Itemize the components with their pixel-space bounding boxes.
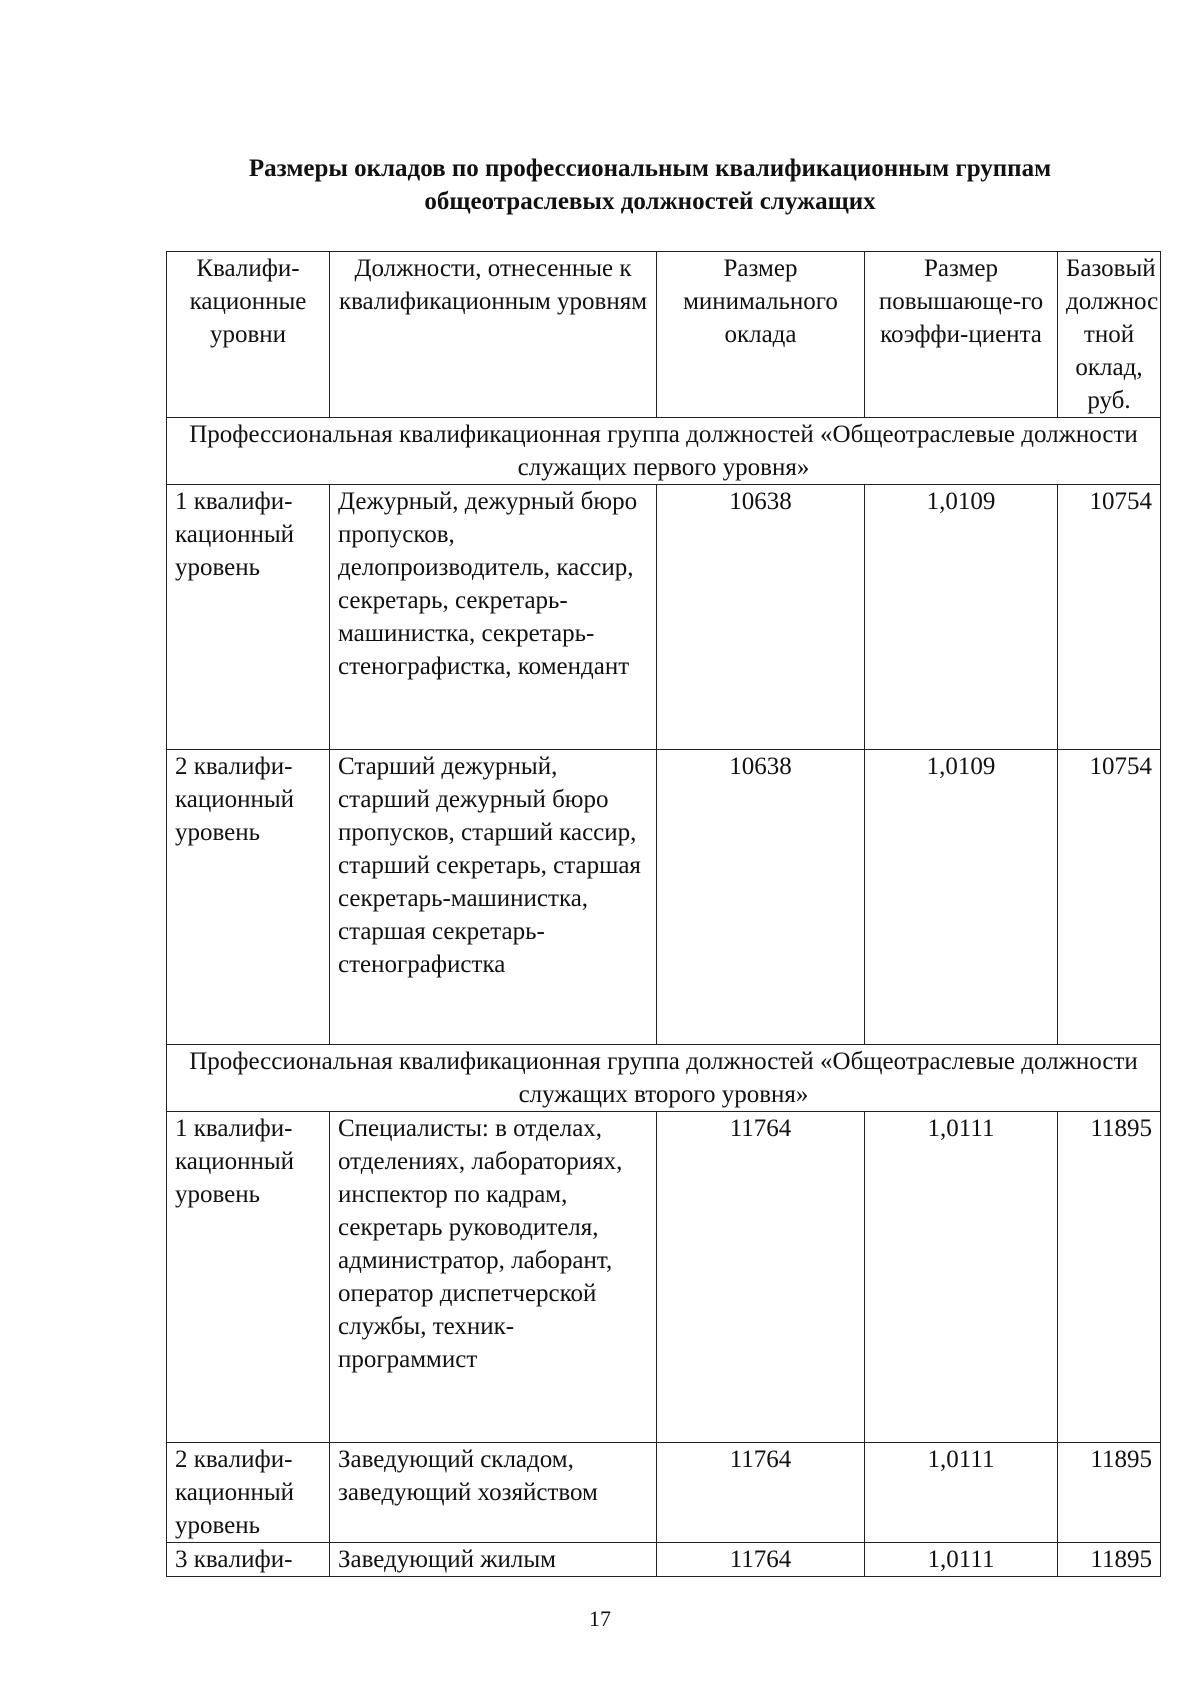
group-title: Профессиональная квалификационная группа должностей «Общеотраслевые должности служащих второго уровня» [167,1045,1161,1112]
cell-coefficient: 1,0109 [865,485,1058,750]
group-title: Профессиональная квалификационная группа должностей «Общеотраслевые должности служащих первого уровня» [167,418,1161,485]
header-coefficient: Размер повышающе-го коэффи-циента [865,252,1058,418]
cell-positions: Заведующий жилым [330,1543,657,1577]
cell-min-salary: 11764 [657,1543,865,1577]
page-title [150,152,1150,218]
title-line-1: Размеры окладов по профессиональным квалификационным группам [248,155,1052,182]
cell-coefficient: 1,0111 [865,1443,1058,1543]
cell-level: 2 квалифи-кационный уровень [167,750,330,1045]
cell-coefficient: 1,0111 [865,1112,1058,1443]
page-number: 17 [589,1606,611,1631]
cell-level: 3 квалифи- [167,1543,330,1577]
cell-level: 1 квалифи-кационный уровень [167,485,330,750]
cell-coefficient: 1,0111 [865,1543,1058,1577]
cell-min-salary: 10638 [657,750,865,1045]
cell-positions: Заведующий складом, заведующий хозяйством [330,1443,657,1543]
cell-base-salary: 10754 [1058,750,1161,1045]
cell-level: 1 квалифи-кационный уровень [167,1112,330,1443]
cell-base-salary: 11895 [1058,1112,1161,1443]
cell-min-salary: 11764 [657,1443,865,1543]
table-row [167,1543,1161,1577]
cell-min-salary: 10638 [657,485,865,750]
cell-min-salary: 11764 [657,1112,865,1443]
cell-positions: Старший дежурный, старший дежурный бюро пропусков, старший кассир, старший секретарь, старшая секретарь-машинистка, старшая секретарь-стенографистка [330,750,657,1045]
title-line-2: общеотраслевых должностей служащих [424,188,876,215]
group-row [167,418,1161,485]
group-row [167,1045,1161,1112]
table-row [167,750,1161,1045]
cell-level: 2 квалифи-кационный уровень [167,1443,330,1543]
table-header-row [167,252,1161,418]
cell-positions: Специалисты: в отделах, отделениях, лабораториях, инспектор по кадрам, секретарь руководителя, администратор, лаборант, оператор диспетчерской службы, техник-программист [330,1112,657,1443]
header-qualification-level: Квалифи-кационные уровни [167,252,330,418]
cell-coefficient: 1,0109 [865,750,1058,1045]
cell-base-salary: 10754 [1058,485,1161,750]
cell-base-salary: 11895 [1058,1543,1161,1577]
cell-positions: Дежурный, дежурный бюро пропусков, делопроизводитель, кассир, секретарь, секретарь-машинистка, секретарь-стенографистка, комендант [330,485,657,750]
table-row [167,1112,1161,1443]
table-row [167,1443,1161,1543]
header-positions: Должности, отнесенные к квалификационным уровням [330,252,657,418]
salary-table [166,251,1161,1577]
header-base-salary: Базовый должнос тной оклад, руб. [1058,252,1161,418]
cell-base-salary: 11895 [1058,1443,1161,1543]
table-row [167,485,1161,750]
header-min-salary: Размер минимального оклада [657,252,865,418]
